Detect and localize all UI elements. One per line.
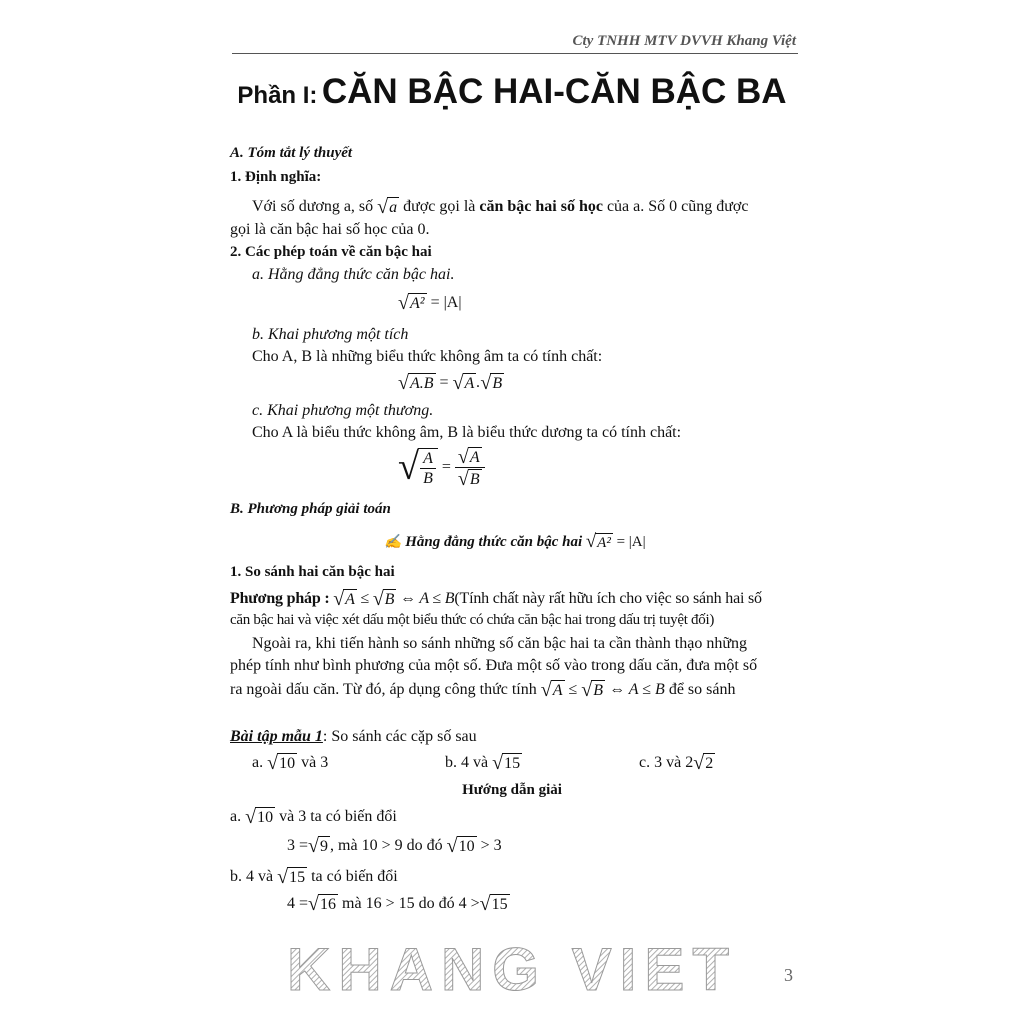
publisher-header: Cty TNHH MTV DVVH Khang Việt [572, 33, 796, 49]
method-line-1: Phương pháp : √ A ≤ √ B ⇔ A ≤ B(Tính chất này rất hữu ích cho việc so sánh hai số [230, 588, 762, 610]
section-b-heading: B. Phương pháp giải toán [230, 501, 391, 517]
formula-product-rule: √ A.B = √ A . √ B [398, 372, 503, 394]
exercise-item-b: b. 4 và √ 15 [445, 752, 521, 774]
paragraph-line-1: Ngoài ra, khi tiến hành so sánh những số căn bậc hai ta cần thành thạo những [252, 635, 747, 652]
operations-heading: 2. Các phép toán về căn bậc hai [230, 244, 432, 260]
solution-a-line-2: 3 = √ 9 , mà 10 > 9 do đó √ 10 > 3 [287, 835, 502, 857]
paragraph-line-3: ra ngoài dấu căn. Từ đó, áp dụng công thức tính √ A ≤ √ B ⇔ A ≤ B để so sánh [230, 679, 736, 701]
compare-heading: 1. So sánh hai căn bậc hai [230, 564, 395, 580]
formula-abs-identity: √ A² = |A| [398, 292, 462, 314]
solution-b-line-2: 4 = √ 16 mà 16 > 15 do đó 4 > √ 15 [287, 893, 508, 915]
pen-icon: ✍ [384, 534, 402, 550]
exercise-title: Bài tập mẫu 1: So sánh các cặp số sau [230, 728, 477, 745]
operation-c-label: c. Khai phương một thương. [252, 402, 434, 419]
definition-heading: 1. Định nghĩa: [230, 169, 322, 185]
watermark-text: KHANG VIET [286, 936, 738, 1003]
exercise-item-a: a. √ 10 và 3 [252, 752, 329, 774]
header-rule [232, 53, 798, 54]
definition-line-1: Với số dương a, số √ a được gọi là căn bậc hai số học của a. Số 0 cũng được [252, 196, 749, 218]
section-a-heading: A. Tóm tắt lý thuyết [230, 145, 353, 161]
sqrt-a: √ a [377, 196, 398, 218]
title-main: CĂN BẬC HAI-CĂN BẬC BA [321, 72, 787, 111]
operation-a-label: a. Hằng đẳng thức căn bậc hai. [252, 266, 455, 283]
paragraph-line-2: phép tính như bình phương của một số. Đưa một số vào trong dấu căn, đưa một số [230, 657, 758, 674]
solution-heading: Hướng dẫn giải [462, 782, 562, 798]
method-line-2: căn bậc hai và việc xét dấu một biểu thức có chứa căn bậc hai trong dấu trị tuyệt đối) [230, 612, 715, 628]
definition-line-2: gọi là căn bậc hai số học của 0. [230, 221, 430, 238]
exercise-item-c: c. 3 và 2 √ 2 [639, 752, 714, 774]
title-prefix: Phần I: [237, 82, 318, 109]
section-b-banner: ✍ Hằng đẳng thức căn bậc hai √ A² = |A| [384, 531, 646, 552]
operation-c-text: Cho A là biểu thức không âm, B là biểu thức dương ta có tính chất: [252, 424, 682, 441]
page-title [0, 72, 1024, 112]
solution-b-line-1: b. 4 và √ 15 ta có biến đổi [230, 866, 398, 888]
formula-quotient-rule: √ $\frac{A}{B}$ = √ A √ B [398, 447, 485, 489]
operation-b-label: b. Khai phương một tích [252, 326, 409, 343]
operation-b-text: Cho A, B là những biểu thức không âm ta có tính chất: [252, 348, 603, 365]
solution-a-line-1: a. √ 10 và 3 ta có biến đổi [230, 806, 397, 828]
page-number: 3 [784, 965, 793, 985]
